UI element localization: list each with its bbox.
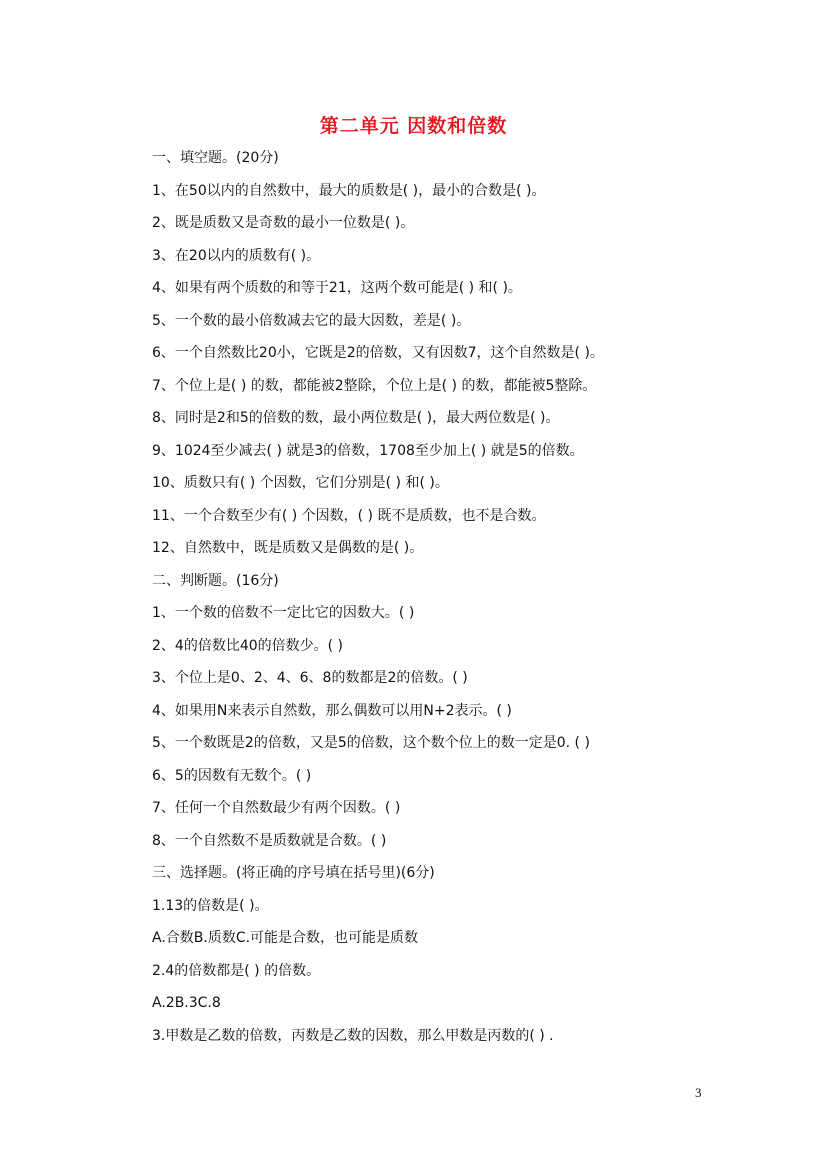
question-line: 11、一个合数至少有( ) 个因数，( ) 既不是质数，也不是合数。: [152, 507, 546, 524]
question-line: 4、如果有两个质数的和等于21，这两个数可能是( ) 和( )。: [152, 280, 522, 296]
question-line: 2、既是质数又是奇数的最小一位数是( )。: [152, 215, 415, 231]
question-line: 1.13的倍数是( )。: [152, 897, 269, 914]
question-line: 3.甲数是乙数的倍数，丙数是乙数的因数，那么甲数是丙数的( ) .: [152, 1027, 554, 1044]
question-line: 6、5的因数有无数个。( ): [152, 767, 312, 784]
question-line: 2、4的倍数比40的倍数少。( ): [152, 637, 344, 654]
question-line: 7、个位上是( ) 的数，都能被2整除，个位上是( ) 的数，都能被5整除。: [152, 377, 597, 394]
question-line: 10、质数只有( ) 个因数，它们分别是( ) 和( )。: [152, 475, 449, 491]
question-line: 7、任何一个自然数最少有两个因数。( ): [152, 800, 401, 816]
question-line: 3、在20以内的质数有( )。: [152, 247, 321, 264]
question-line: 5、一个数的最小倍数减去它的最大因数，差是( )。: [152, 312, 471, 329]
question-line: 4、如果用N来表示自然数，那么偶数可以用N+2表示。( ): [152, 702, 512, 719]
page-number: 3: [695, 1085, 702, 1100]
question-line: 6、一个自然数比20小，它既是2的倍数，又有因数7，这个自然数是( )。: [152, 345, 604, 361]
question-line: 8、一个自然数不是质数就是合数。( ): [152, 832, 387, 849]
question-line: 12、自然数中，既是质数又是偶数的是( )。: [152, 540, 424, 556]
question-line: 5、一个数既是2的倍数，又是5的倍数，这个数个位上的数一定是0. ( ): [152, 735, 590, 751]
question-line: 3、个位上是0、2、4、6、8的数都是2的倍数。( ): [152, 670, 468, 686]
question-line: 8、同时是2和5的倍数的数，最小两位数是( )，最大两位数是( )。: [152, 410, 560, 426]
section-heading: 三、选择题。(将正确的序号填在括号里)(6分): [152, 865, 435, 881]
question-line: 9、1024至少减去( ) 就是3的倍数，1708至少加上( ) 就是5的倍数。: [152, 442, 584, 459]
question-list: [152, 147, 772, 1057]
answer-options: A.合数B.质数C.可能是合数，也可能是质数: [152, 930, 419, 946]
question-line: 2.4的倍数都是( ) 的倍数。: [152, 962, 321, 979]
question-line: 1、一个数的倍数不一定比它的因数大。( ): [152, 605, 415, 621]
section-heading: 二、判断题。(16分): [152, 572, 279, 589]
section-heading: 一、填空题。(20分): [152, 150, 279, 166]
page-title: 第二单元 因数和倍数: [319, 115, 508, 137]
answer-options: A.2B.3C.8: [152, 995, 221, 1011]
question-line: 1、在50以内的自然数中，最大的质数是( )，最小的合数是( )。: [152, 182, 546, 199]
